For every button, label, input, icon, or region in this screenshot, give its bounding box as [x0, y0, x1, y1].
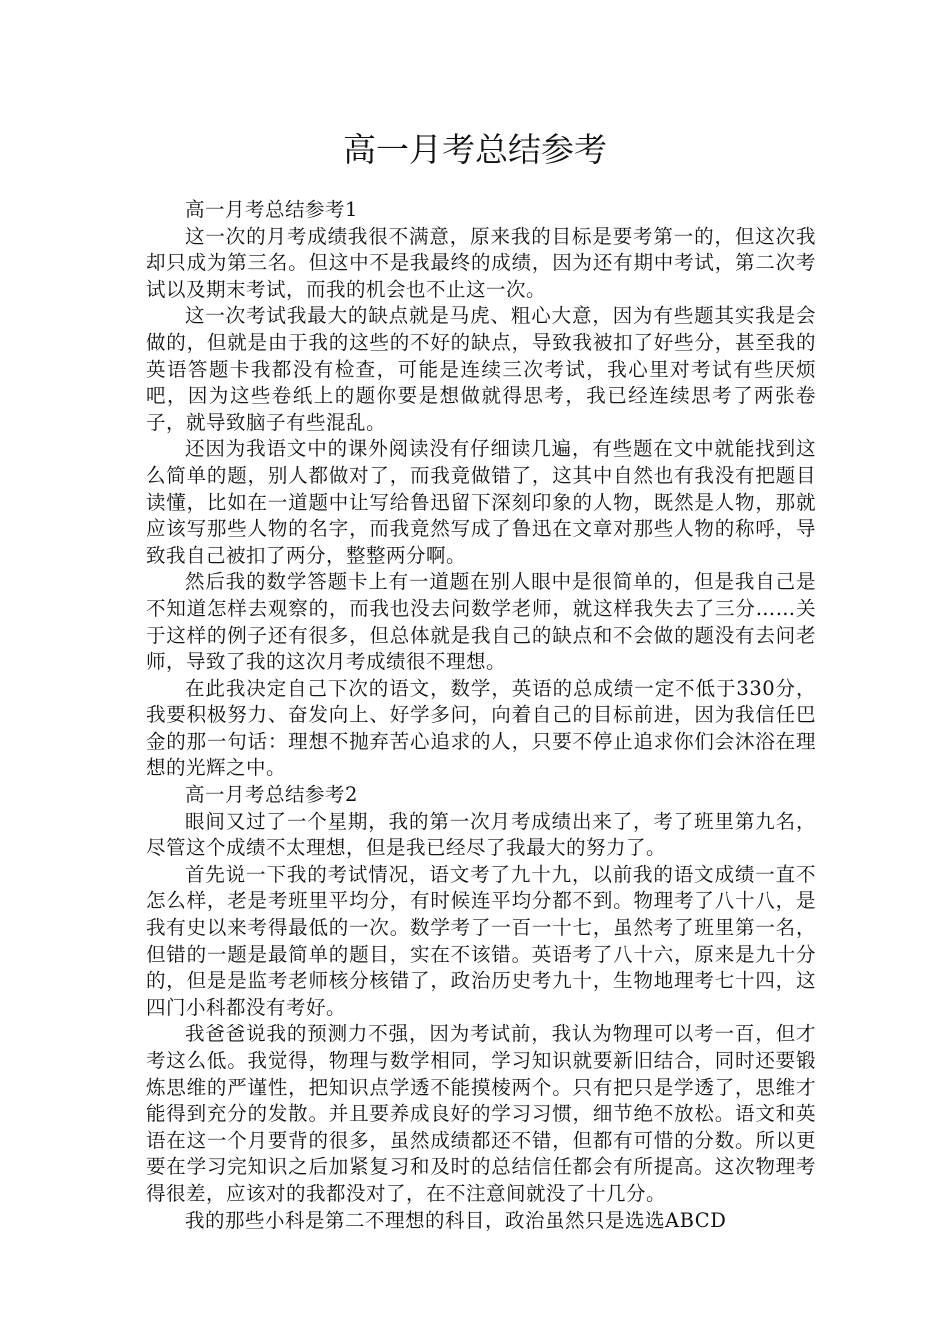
section-heading-1: 高一月考总结参考1 [185, 198, 358, 221]
paragraph: 眼间又过了一个星期，我的第一次月考成绩出来了，考了班里第九名，尽管这个成绩不太理想，但是我已经尽了我最大的努力了。 [146, 809, 816, 860]
paragraph: 在此我决定自己下次的语文，数学，英语的总成绩一定不低于330分，我要积极努力、奋发向上、好学多问，向着自己的目标前进，因为我信任巴金的那一句话：理想不抛弃苦心追求的人，只要不停止追求你们会沐浴在理想的光辉之中。 [146, 676, 816, 780]
paragraph: 我的那些小科是第二不理想的科目，政治虽然只是选选ABCD [185, 1208, 727, 1232]
paragraph: 这一次的月考成绩我很不满意，原来我的目标是要考第一的，但这次我却只成为第三名。但这中不是我最终的成绩，因为还有期中考试，第二次考试以及期末考试，而我的机会也不止这一次。 [146, 224, 816, 301]
paragraph: 然后我的数学答题卡上有一道题在别人眼中是很简单的，但是我自己是不知道怎样去观察的，而我也没去问数学老师，就这样我失去了三分……关于这样的例子还有很多，但总体就是我自己的缺点和不会做的题没有去问老师，导致了我的这次月考成绩很不理想。 [146, 570, 816, 674]
paragraph: 这一次考试我最大的缺点就是马虎、粗心大意，因为有些题其实我是会做的，但就是由于我的这些的不好的缺点，导致我被扣了好些分，甚至我的英语答题卡我都没有检查，可能是连续三次考试，我心里对考试有些厌烦吧，因为这些卷纸上的题你要是想做就得思考，我已经连续思考了两张卷子，就导致脑子有些混乱。 [146, 304, 816, 434]
section-heading-2: 高一月考总结参考2 [185, 783, 358, 807]
paragraph: 首先说一下我的考试情况，语文考了九十九，以前我的语文成绩一直不怎么样，老是考班里平均分，有时候连平均分都不到。物理考了八十八，是我有史以来考得最低的一次。数学考了一百一十七，虽然考了班里第一名，但错的一题是最简单的题目，实在不该错。英语考了八十六，原来是九十分的，但是是监考老师核分核错了，政治历史考九十，生物地理考七十四，这四门小科都没有考好。 [146, 862, 816, 1019]
paragraph: 我爸爸说我的预测力不强，因为考试前，我认为物理可以考一百，但才考这么低。我觉得，物理与数学相同，学习知识就要新旧结合，同时还要锻炼思维的严谨性，把知识点学透不能摸棱两个。只有把只是学透了，思维才能得到充分的发散。并且要养成良好的学习习惯，细节绝不放松。语文和英语在这一个月要背的很多，虽然成绩都还不错，但都有可惜的分数。所以更要在学习完知识之后加紧复习和及时的总结信任都会有所提高。这次物理考得很差，应该对的我都没对了，在不注意间就没了十几分。 [146, 1022, 816, 1205]
document-title: 高一月考总结参考 [343, 130, 607, 169]
document-body [146, 197, 816, 1234]
paragraph: 还因为我语文中的课外阅读没有仔细读几遍，有些题在文中就能找到这么简单的题，别人都做对了，而我竟做错了，这其中自然也有我没有把题目读懂，比如在一道题中让写给鲁迅留下深刻印象的人物，既然是人物，那就应该写那些人物的名字，而我竟然写成了鲁迅在文章对那些人物的称呼，导致我自己被扣了两分，整整两分啊。 [146, 437, 816, 567]
